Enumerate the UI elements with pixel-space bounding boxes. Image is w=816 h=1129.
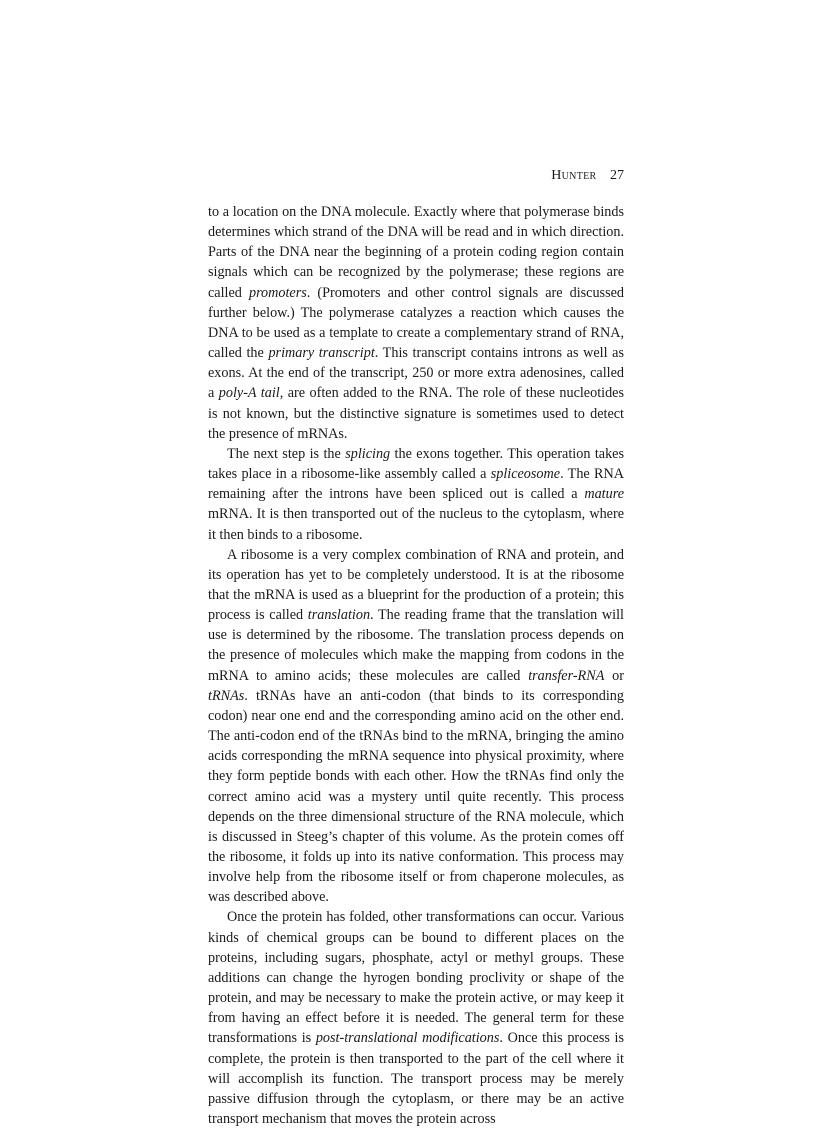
paragraph-post-translational <box>208 907 624 1129</box>
text-run: . (Promoters and other control signals are discussed further below.) The polymerase catalyzes a reaction which causes the DNA to be used as a template to create a complementary strand of RNA, called the <box>208 284 624 362</box>
text-run: The next step is the <box>227 445 346 462</box>
paragraph-ribosome <box>208 545 624 908</box>
running-head-author: Hunter <box>551 168 597 183</box>
text-run: . tRNAs have an anti-codon (that binds to its corresponding codon) near one end and the corresponding amino acid on the other end. The anti-codon end of the tRNAs bind to the mRNA, bringing the amino acids corresponding the mRNA sequence into physical proximity, where they form peptide bonds with each other. How the tRNAs find only the correct amino acid was a mystery until quite recently. This process depends on the three dimensional structure of the RNA molecule, which is discussed in Steeg’s chapter of this volume. As the protein comes off the ribosome, it folds up into its native conformation. This process may involve help from the ribosome itself or from chaperone molecules, as was described above. <box>208 687 624 906</box>
text-run: or <box>604 667 624 684</box>
page-number: 27 <box>610 168 624 183</box>
text-run: . This transcript contains introns as well as exons. At the end of the transcript, 250 or more extra adenosines, called a <box>208 345 624 402</box>
paragraph-transcription <box>208 202 624 444</box>
text-run: Once the protein has folded, other transformations can occur. Various kinds of chemical groups can be bound to different places on the proteins, including sugars, phosphate, actyl or methyl groups. These additions can change the hyrogen bonding proclivity or shape of the protein, and may be necessary to make the protein active, or may keep it from having an effect before it is needed. The general term for these transformations is <box>208 909 624 1047</box>
italic-term-mature: mature <box>584 486 624 503</box>
text-run: . The RNA remaining after the introns have been spliced out is called a <box>208 466 624 503</box>
italic-term-primary-transcript: primary transcript <box>268 345 375 362</box>
text-run: . Once this process is complete, the protein is then transported to the part of the cell where it will accomplish its function. The transport process may be merely passive diffusion through the cytoplasm, or there may be an active transport mechanism that moves the protein across <box>208 1030 624 1128</box>
text-run: , are often added to the RNA. The role of these nucleotides is not known, but the distinctive signature is sometimes used to detect the presence of mRNAs. <box>208 385 624 442</box>
italic-term-spliceosome: spliceosome <box>490 466 561 483</box>
italic-term-post-translational-modifications: post-translational modifications <box>315 1030 500 1047</box>
italic-term-poly-a-tail: poly-A tail <box>218 385 280 402</box>
text-run: mRNA. It is then transported out of the nucleus to the cytoplasm, where it then binds to a ribosome. <box>208 506 624 543</box>
text-run: . The reading frame that the translation will use is determined by the ribosome. The translation process depends on the presence of molecules which make the mapping from codons in the mRNA to amino acids; these molecules are called <box>208 607 624 684</box>
italic-term-splicing: splicing <box>345 445 391 462</box>
text-run: the exons together. This operation takes takes place in a ribosome-like assembly called a <box>208 445 624 483</box>
body-text <box>208 202 624 1129</box>
italic-term-promoters: promoters <box>248 284 307 301</box>
running-head <box>551 167 624 185</box>
italic-term-transfer-rna: transfer-RNA <box>528 667 605 684</box>
paragraph-splicing <box>208 444 624 545</box>
italic-term-translation: translation <box>307 607 371 624</box>
text-run: A ribosome is a very complex combination of RNA and protein, and its operation has yet to be completely understood. It is at the ribosome that the mRNA is used as a blueprint for the production of a protein; this process is called <box>208 546 624 624</box>
text-run: to a location on the DNA molecule. Exactly where that polymerase binds determines which strand of the DNA will be read and in which direction. Parts of the DNA near the beginning of a protein coding region contain signals which can be recognized by the polymerase; these regions are called <box>208 204 624 301</box>
italic-term-trnas: tRNAs <box>208 687 245 704</box>
